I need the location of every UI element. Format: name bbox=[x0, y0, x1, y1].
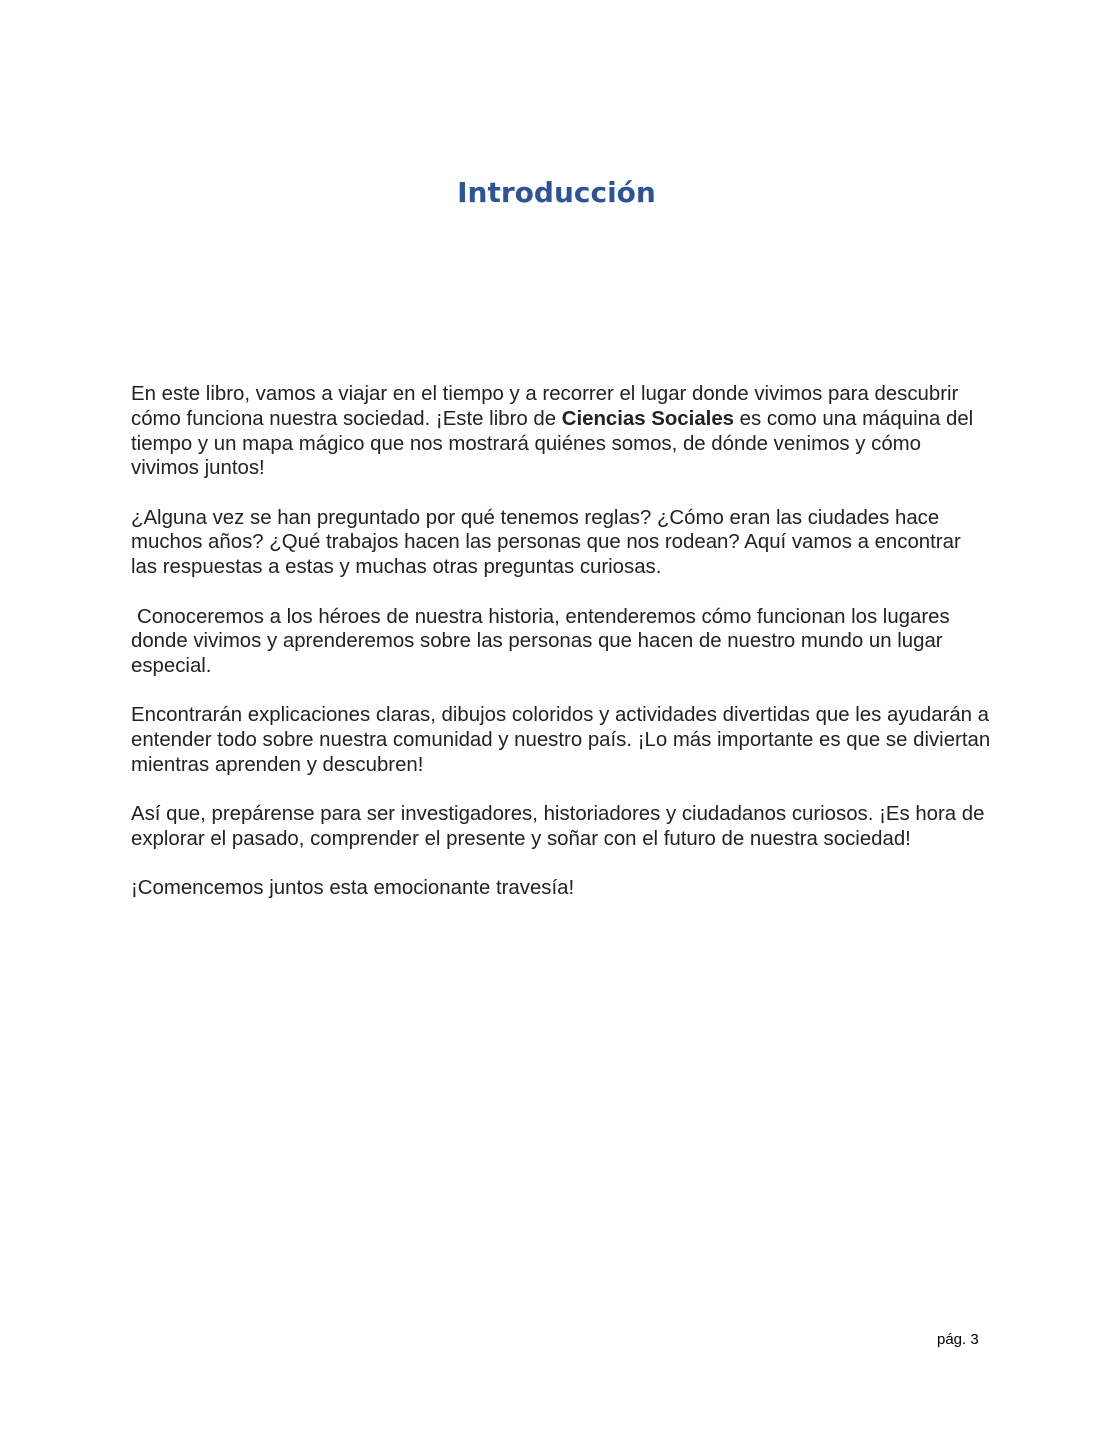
paragraph-4: Encontrarán explicaciones claras, dibujos coloridos y actividades divertidas que les ayudarán a entender todo sobre nuestra comunidad y nuestro país. ¡Lo más importante es que se diviertan mientras aprenden y descubren! bbox=[131, 704, 991, 777]
paragraph-1 bbox=[131, 382, 991, 481]
paragraph-2: ¿Alguna vez se han preguntado por qué tenemos reglas? ¿Cómo eran las ciudades hace muchos años? ¿Qué trabajos hacen las personas que nos rodean? Aquí vamos a encontrar las respuestas a estas y muchas otras preguntas curiosas. bbox=[131, 506, 961, 579]
paragraph-1-text-end: es como una máquina del tiempo y un mapa mágico que nos mostrará quiénes somos, de dónde venimos y cómo vivimos juntos! bbox=[131, 407, 974, 480]
paragraph-5: Así que, prepárense para ser investigadores, historiadores y ciudadanos curiosos. ¡Es hora de explorar el pasado, comprender el presente y soñar con el futuro de nuestra sociedad! bbox=[131, 803, 985, 851]
page-title: Introducción bbox=[457, 176, 656, 209]
page-number: pág. 3 bbox=[937, 1331, 979, 1348]
paragraph-3: Conoceremos a los héroes de nuestra historia, entenderemos cómo funcionan los lugares donde vivimos y aprenderemos sobre las personas que hacen de nuestro mundo un lugar especial. bbox=[131, 605, 950, 678]
intro-body bbox=[131, 382, 991, 926]
paragraph-6: ¡Comencemos juntos esta emocionante travesía! bbox=[131, 877, 575, 900]
subject-name-bold: Ciencias Sociales bbox=[561, 407, 735, 430]
paragraph-1-text-start: En este libro, vamos a viajar en el tiempo y a recorrer el lugar donde vivimos para descubrir cómo funciona nuestra sociedad. ¡Este libro de bbox=[131, 383, 959, 430]
